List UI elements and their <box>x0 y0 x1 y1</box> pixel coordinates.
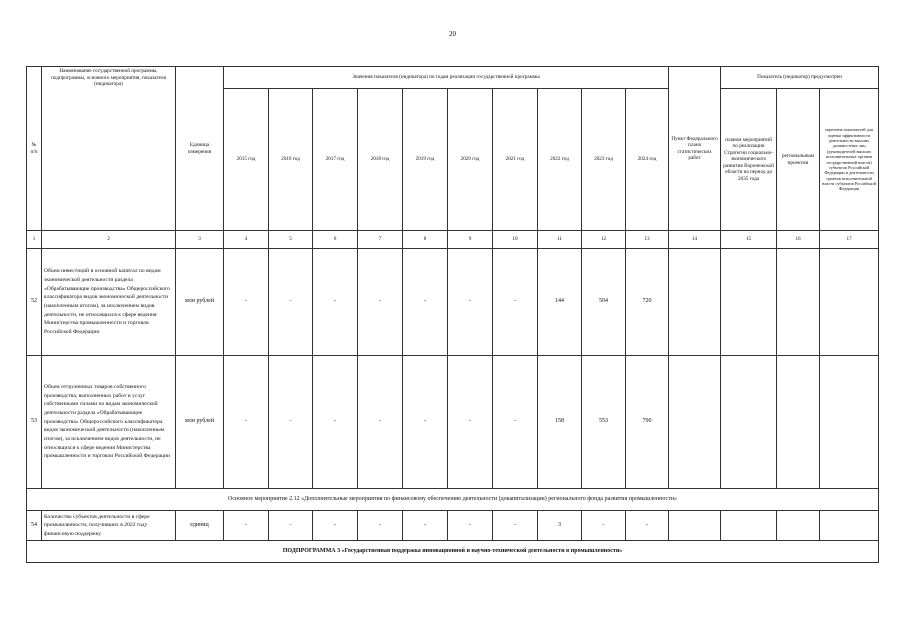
rel-cell <box>721 249 777 356</box>
col-number: 13 <box>626 231 669 249</box>
value-cell: - <box>448 511 493 541</box>
header-unit: Единица измерения <box>176 67 224 231</box>
rel-cell <box>820 356 879 489</box>
unit-cell: млн рублей <box>176 356 224 489</box>
header-year: 2020 год <box>448 89 493 231</box>
col-number: 15 <box>721 231 777 249</box>
value-cell: - <box>358 511 403 541</box>
row-number: 52 <box>27 249 42 356</box>
value-cell: - <box>224 356 269 489</box>
header-fed-plan: Пункт Федерального плана статистических работ <box>669 67 721 231</box>
value-cell: - <box>448 356 493 489</box>
value-cell: - <box>313 356 358 489</box>
value-cell: - <box>582 511 626 541</box>
col-number: 17 <box>820 231 879 249</box>
value-cell: 504 <box>582 249 626 356</box>
value-cell: - <box>224 249 269 356</box>
indicator-name: Объем инвестиций в основной капитал по видам экономической деятельности раздела «Обрабатывающие производства» Общероссийского классификатора видов экономической деятельности (накопленным итогом), за исключением видов деятельности, не относящихся к сфере ведения Министерства промышленности и торговли Российской Федерации <box>42 249 176 356</box>
col-number: 3 <box>176 231 224 249</box>
rel-cell <box>820 511 879 541</box>
activity-row: Основное мероприятие 2.12 «Дополнительные мероприятия по финансовому обеспечению деятельности (докапитализации) регионального фонда развития промышленности» <box>27 489 879 511</box>
header-relevance-group: Показатель (индикатор) предусмотрен <box>721 67 879 89</box>
header-rel-strategy: планом мероприятий по реализации Стратегии социально-экономического развития Воронежской области на период до 2035 года <box>721 89 777 231</box>
value-cell: - <box>448 249 493 356</box>
indicator-name: Количество субъектов деятельности в сфере промышленности, получивших в 2022 году финансовую поддержку <box>42 511 176 541</box>
value-cell: 553 <box>582 356 626 489</box>
unit-cell: млн рублей <box>176 249 224 356</box>
unit-cell: единиц <box>176 511 224 541</box>
page-number: 20 <box>449 30 456 38</box>
rel-cell <box>721 356 777 489</box>
rel-cell <box>820 249 879 356</box>
rel-cell <box>777 249 820 356</box>
rel-cell <box>777 511 820 541</box>
value-cell: - <box>403 356 448 489</box>
header-year: 2024 год <box>626 89 669 231</box>
header-year: 2019 год <box>403 89 448 231</box>
value-cell: 3 <box>538 511 582 541</box>
value-cell: - <box>269 511 313 541</box>
value-cell: - <box>313 511 358 541</box>
col-number: 9 <box>448 231 493 249</box>
header-values-group: Значения показателя (индикатора) по годам реализации государственной программы <box>224 67 669 89</box>
col-number: 14 <box>669 231 721 249</box>
value-cell: - <box>313 249 358 356</box>
header-rel-regional-project: региональным проектом <box>777 89 820 231</box>
value-cell: 720 <box>626 249 669 356</box>
col-number: 6 <box>313 231 358 249</box>
header-year: 2022 год <box>538 89 582 231</box>
value-cell: - <box>269 249 313 356</box>
value-cell: - <box>224 511 269 541</box>
col-number: 5 <box>269 231 313 249</box>
header-year: 2021 год <box>493 89 538 231</box>
header-year: 2017 год <box>313 89 358 231</box>
header-year: 2018 год <box>358 89 403 231</box>
col-number: 2 <box>42 231 176 249</box>
value-cell: 144 <box>538 249 582 356</box>
value-cell: - <box>493 249 538 356</box>
fed-plan-cell <box>669 356 721 489</box>
subprogram-heading: ПОДПРОГРАММА 3 «Государственная поддержка инновационной и научно-технической деятельности в промышленности» <box>27 541 879 563</box>
header-name: Наименование государственной программы, подпрограммы, основного мероприятия, показателя (индикатора) <box>42 67 176 231</box>
fed-plan-cell <box>669 511 721 541</box>
value-cell: - <box>493 356 538 489</box>
col-number: 11 <box>538 231 582 249</box>
value-cell: - <box>358 356 403 489</box>
value-cell: - <box>403 249 448 356</box>
value-cell: 790 <box>626 356 669 489</box>
header-year: 2023 год <box>582 89 626 231</box>
col-number: 8 <box>403 231 448 249</box>
value-cell: - <box>403 511 448 541</box>
col-number: 16 <box>777 231 820 249</box>
header-no: № п/п <box>27 67 42 231</box>
rel-cell <box>721 511 777 541</box>
value-cell: - <box>626 511 669 541</box>
header-year: 2016 год <box>269 89 313 231</box>
rel-cell <box>777 356 820 489</box>
value-cell: - <box>358 249 403 356</box>
header-year: 2015 год <box>224 89 269 231</box>
value-cell: 158 <box>538 356 582 489</box>
col-number: 4 <box>224 231 269 249</box>
col-number: 1 <box>27 231 42 249</box>
indicator-name: Объем отгруженных товаров собственного производства, выполненных работ и услуг собственными силами по видам экономической деятельности раздела «Обрабатывающие производства» Общероссийского классификатора видов экономической деятельности (накопленным итогом), за исключением видов деятельности, не относящихся к сфере ведения Министерства промышленности и торговли Российской Федерации <box>42 356 176 489</box>
col-number: 12 <box>582 231 626 249</box>
col-number: 10 <box>493 231 538 249</box>
table-row <box>27 511 879 541</box>
indicators-table <box>26 66 879 563</box>
fed-plan-cell <box>669 249 721 356</box>
header-rel-efficiency: перечнем показателей для оценки эффективности деятельности высших должностных лиц (руководителей высших исполнительных органов государственной власти) субъектов Российской Федерации и деятельности органов исполнительной власти субъектов Российской Федерации <box>820 89 879 231</box>
value-cell: - <box>269 356 313 489</box>
row-number: 54 <box>27 511 42 541</box>
row-number: 53 <box>27 356 42 489</box>
col-number: 7 <box>358 231 403 249</box>
table-row <box>27 356 879 489</box>
value-cell: - <box>493 511 538 541</box>
table-row <box>27 249 879 356</box>
